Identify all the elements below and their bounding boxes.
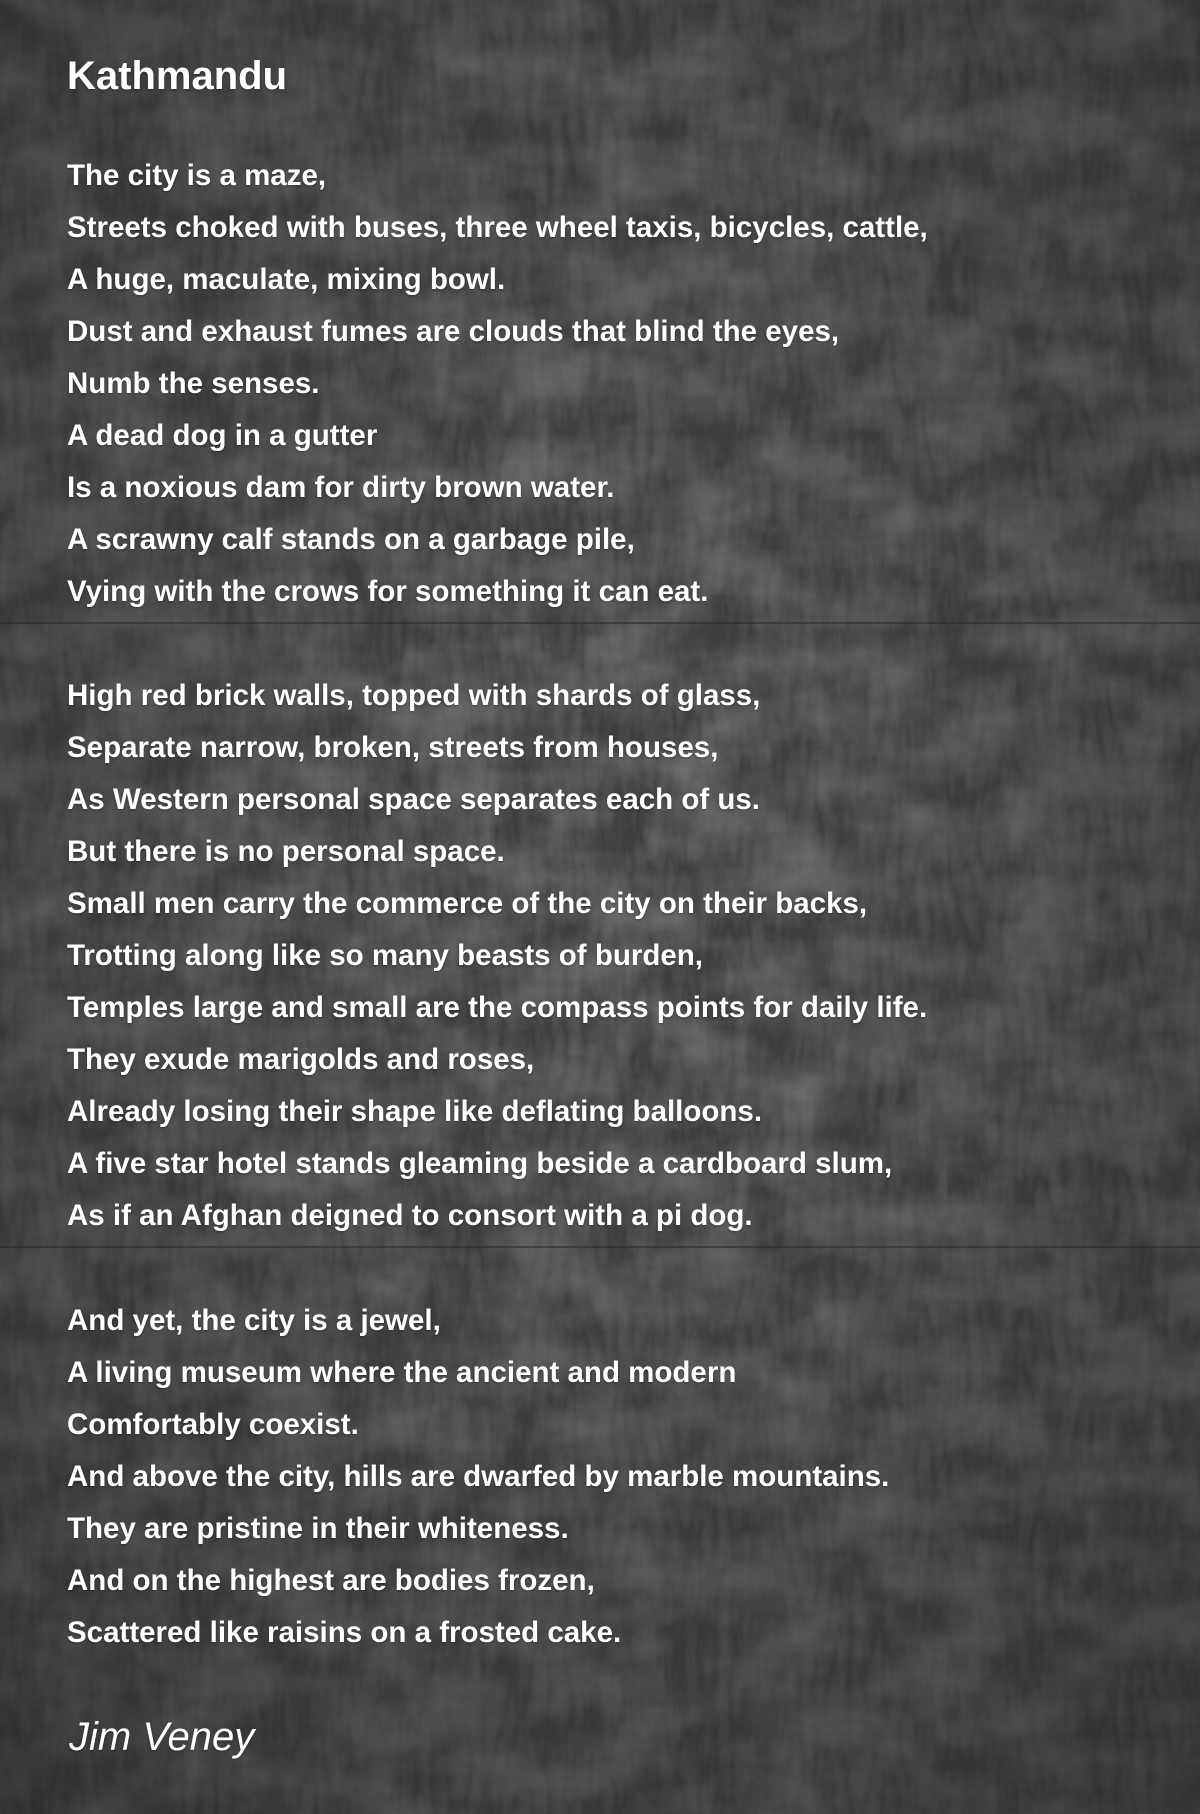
stanza-1 <box>67 150 928 618</box>
poem-title: Kathmandu <box>67 54 287 98</box>
poem-line: And above the city, hills are dwarfed by marble mountains. <box>67 1460 890 1493</box>
poem-line: They are pristine in their whiteness. <box>67 1512 569 1545</box>
poem-line: Small men carry the commerce of the city on their backs, <box>67 887 868 920</box>
poem-line: Streets choked with buses, three wheel taxis, bicycles, cattle, <box>67 211 928 244</box>
poem-line: A scrawny calf stands on a garbage pile, <box>67 523 635 556</box>
stanza-2 <box>67 670 927 1242</box>
poem-line: A dead dog in a gutter <box>67 419 378 452</box>
poem-line: As if an Afghan deigned to consort with a pi dog. <box>67 1199 753 1232</box>
poem-line: Vying with the crows for something it can eat. <box>67 575 709 608</box>
poem-line: A living museum where the ancient and modern <box>67 1356 737 1389</box>
poem-line: A five star hotel stands gleaming beside a cardboard slum, <box>67 1147 893 1180</box>
poem-line: Separate narrow, broken, streets from houses, <box>67 731 719 764</box>
poem-line: As Western personal space separates each of us. <box>67 783 761 816</box>
poem-line: Numb the senses. <box>67 367 320 400</box>
poem-line: Is a noxious dam for dirty brown water. <box>67 471 615 504</box>
poem-line: Trotting along like so many beasts of burden, <box>67 939 703 972</box>
poem-line: And yet, the city is a jewel, <box>67 1304 441 1337</box>
poem-line: Comfortably coexist. <box>67 1408 359 1441</box>
poem-line: The city is a maze, <box>67 159 327 192</box>
poem-line: And on the highest are bodies frozen, <box>67 1564 595 1597</box>
poem-author: Jim Veney <box>69 1715 255 1759</box>
stanza-3 <box>67 1295 889 1659</box>
poem-line: Already losing their shape like deflating balloons. <box>67 1095 763 1128</box>
poem-line: High red brick walls, topped with shards of glass, <box>67 679 761 712</box>
poem-line: Scattered like raisins on a frosted cake. <box>67 1616 622 1649</box>
poem-line: But there is no personal space. <box>67 835 505 868</box>
poem-line: A huge, maculate, mixing bowl. <box>67 263 506 296</box>
poem-line: Temples large and small are the compass points for daily life. <box>67 991 928 1024</box>
poem-line: Dust and exhaust fumes are clouds that blind the eyes, <box>67 315 840 348</box>
poem-line: They exude marigolds and roses, <box>67 1043 535 1076</box>
